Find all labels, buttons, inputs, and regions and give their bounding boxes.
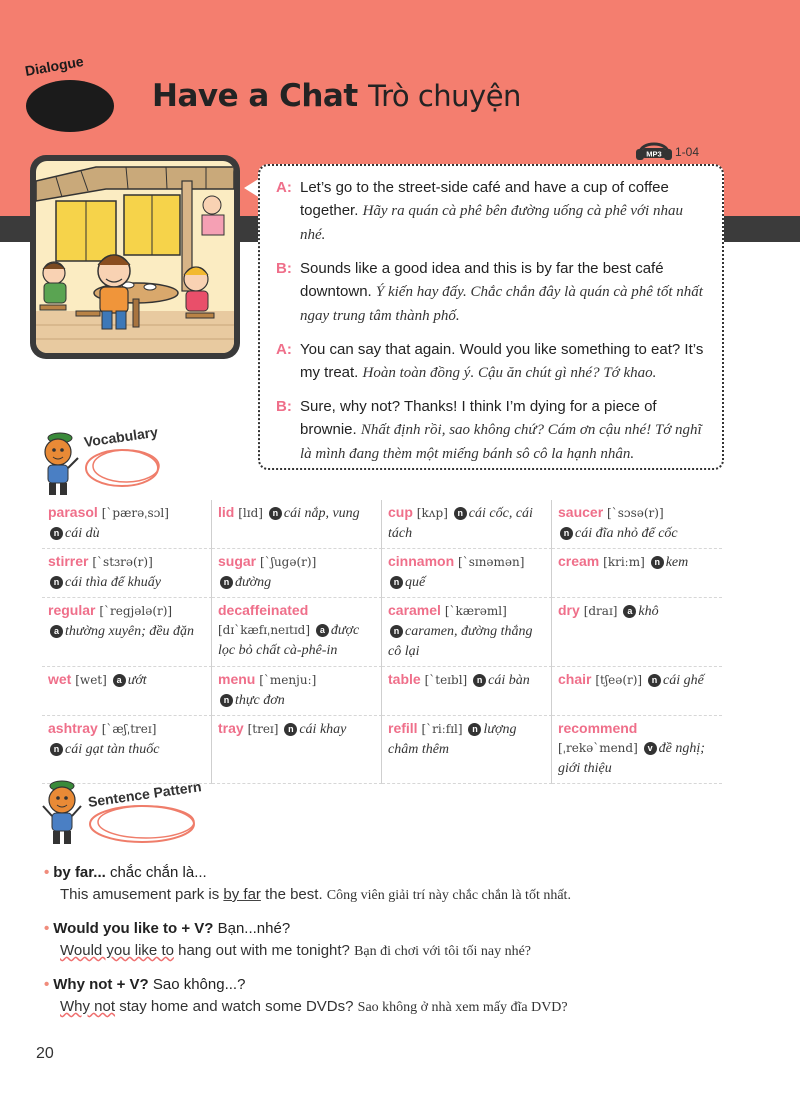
vocab-item [42,549,212,598]
dialogue-english: Sounds like a good idea and this is by far the best café downtown. [300,260,664,300]
vocab-ipa: [dɪˋkæfɪˌneɪtɪd] [218,623,311,637]
vocab-item [382,716,552,784]
vocab-ipa: [ˋregjələ(r)] [99,604,173,618]
page-title [152,78,521,114]
vocab-meaning: đường [235,575,272,590]
pattern-text: Would you like to + V? [53,920,214,937]
vocab-word: sugar [218,553,257,569]
vocab-item [212,500,382,549]
vocab-ipa: [ˋpærəˌsɔl] [101,506,169,520]
vocab-ipa: [ˋriːfɪl] [421,722,463,736]
part-of-speech-icon: a [316,624,329,637]
dialogue-vietnamese: Hãy ra quán cà phê bên đường uống cà phê với nhau nhé. [300,203,683,243]
part-of-speech-icon: n [50,527,63,540]
vocab-ipa: [treɪ] [247,722,279,736]
dialogue-english: Let’s go to the street-side café and have a cup of coffee together. [300,179,669,219]
part-of-speech-icon: n [284,723,297,736]
vocab-ipa: [ˋstɜrə(r)] [92,555,153,569]
vocab-meaning: kem [665,555,689,570]
pattern-item [44,862,764,907]
example-text-end: hang out with me tonight? [173,942,350,959]
dialogue-english: You can say that again. Would you like something to eat? It’s my treat. [300,341,704,381]
example-highlight: Would you like to [60,942,174,959]
vocab-ipa: [ˋkærəml] [444,604,507,618]
vocab-meaning: cái cốc, cái tách [388,506,533,541]
vocab-word: wet [48,671,72,687]
vocab-meaning: cái đĩa nhỏ để cốc [575,526,678,541]
vocab-ipa: [ˋsɔsə(r)] [607,506,664,520]
speaker-label: A: [276,341,292,358]
example-text-end: the best. [260,886,323,903]
part-of-speech-icon: n [648,674,661,687]
part-of-speech-icon: n [468,723,481,736]
vocab-ipa: [tʃeə(r)] [595,673,643,687]
track-number: 1-04 [675,145,700,159]
part-of-speech-icon: n [50,743,63,756]
pattern-meaning: Bạn...nhé? [217,920,291,937]
vocab-word: dry [558,602,580,618]
vocabulary-mascot-icon [38,428,82,498]
vocab-meaning: thực đơn [235,693,285,708]
title-vietnamese: Trò chuyện [368,79,521,113]
vocab-word: cup [388,504,413,520]
vocab-word: saucer [558,504,604,520]
vocab-word: recommend [558,720,638,736]
vocab-item [382,667,552,716]
vocabulary-label: Vocabulary [82,423,159,450]
vocab-meaning: ướt [127,673,147,688]
part-of-speech-icon: n [454,507,467,520]
vocab-meaning: cái gạt tàn thuốc [65,742,160,757]
vocab-item [552,716,722,784]
bullet-icon: • [44,864,50,881]
part-of-speech-icon: a [113,674,126,687]
part-of-speech-icon: n [560,527,573,540]
vocab-word: cinnamon [388,553,455,569]
vocab-meaning: cái thìa để khuấy [65,575,162,590]
pattern-meaning: chắc chắn là... [109,864,207,881]
example-highlight: Why not [60,998,116,1015]
speaker-label: B: [276,260,292,277]
example-text-start: This amusement park is [60,886,224,903]
vocab-item [382,598,552,667]
example-highlight: by far [223,886,261,903]
vocabulary-table [42,500,722,784]
bullet-icon: • [44,920,50,937]
vocab-item [552,549,722,598]
vocab-meaning: thường xuyên; đều đặn [65,624,195,639]
vocab-ipa: [ˋʃugə(r)] [260,555,317,569]
page-number: 20 [36,1045,54,1062]
pattern-meaning: Sao không...? [152,976,246,993]
vocab-ipa: [wet] [75,673,107,687]
dialogue-bubble [258,164,724,470]
mp3-label: MP3 [646,149,662,159]
dialogue-blob-icon [26,80,114,132]
dialogue-english: Sure, why not? Thanks! I think I’m dying for a piece of brownie. [300,398,657,438]
part-of-speech-icon: n [390,576,403,589]
vocab-item [42,716,212,784]
bullet-icon: • [44,976,50,993]
dialogue-line [276,257,706,328]
vocab-ipa: [lɪd] [238,506,263,520]
vocab-meaning: cái nắp, vung [283,506,360,521]
sentence-pattern-mascot-icon [40,776,84,848]
vocab-meaning: cái bàn [488,673,530,688]
part-of-speech-icon: a [50,625,63,638]
sentence-pattern-label: Sentence Pattern [86,778,203,810]
speaker-label: B: [276,398,292,415]
vocab-word: parasol [48,504,98,520]
vocab-ipa: [ˌrekəˋmend] [558,741,638,755]
pattern-text: Why not + V? [53,976,149,993]
vocab-meaning: caramen, đường thắng cô lại [388,624,533,659]
vocab-word: decaffeinated [218,602,309,618]
vocab-item [382,500,552,549]
vocab-word: table [388,671,421,687]
dialogue-vietnamese: Ý kiến hay đấy. Chắc chắn đây là quán cà phê tốt nhất ngay trung tâm thành phố. [300,284,703,324]
vocab-word: ashtray [48,720,98,736]
vocab-meaning: quế [405,575,426,590]
dialogue-line [276,395,706,466]
example-vietnamese: Công viên giải trí này chắc chắn là tốt nhất. [326,888,571,903]
part-of-speech-icon: n [220,694,233,707]
vocab-meaning: cái khay [299,722,347,737]
vocab-word: caramel [388,602,441,618]
dialogue-line [276,176,706,247]
vocab-item [552,500,722,549]
dialogue-tag-label: Dialogue [23,58,85,79]
vocab-ipa: [ˋteɪbl] [424,673,468,687]
part-of-speech-icon: n [50,576,63,589]
dialogue-vietnamese: Hoàn toàn đồng ý. Cậu ăn chút gì nhé? Tớ khao. [362,365,657,381]
title-english: Have a Chat [152,78,358,114]
vocab-ipa: [kriːm] [603,555,645,569]
pattern-item [44,974,764,1019]
vocab-item [552,667,722,716]
vocab-item [382,549,552,598]
vocab-meaning: đề nghị; giới thiệu [558,741,705,776]
vocab-item [42,500,212,549]
vocab-meaning: được lọc bỏ chất cà-phê-in [218,623,360,658]
vocab-word: chair [558,671,592,687]
part-of-speech-icon: a [623,605,636,618]
vocab-word: lid [218,504,235,520]
cafe-illustration [30,155,240,359]
vocab-item [42,667,212,716]
vocab-word: tray [218,720,244,736]
vocab-word: regular [48,602,96,618]
vocab-meaning: cái dù [65,526,100,541]
vocab-item [212,667,382,716]
vocab-meaning: lượng châm thêm [388,722,517,757]
headphones-icon [634,135,674,161]
vocab-ipa: [draɪ] [583,604,618,618]
part-of-speech-icon: v [644,742,657,755]
vocab-item [212,549,382,598]
pattern-item [44,918,764,963]
example-vietnamese: Sao không ở nhà xem mấy đĩa DVD? [357,1000,568,1015]
vocab-item [42,598,212,667]
vocab-word: stirrer [48,553,89,569]
vocab-word: cream [558,553,600,569]
vocab-ipa: [ˋæʃˌtreɪ] [101,722,157,736]
part-of-speech-icon: n [651,556,664,569]
vocab-meaning: cái ghế [663,673,704,688]
speaker-label: A: [276,179,292,196]
vocab-ipa: [ˋsɪnəmən] [458,555,525,569]
part-of-speech-icon: n [390,625,403,638]
part-of-speech-icon: n [220,576,233,589]
vocab-ipa: [kʌp] [416,506,448,520]
vocab-word: refill [388,720,418,736]
vocab-item [552,598,722,667]
vocab-meaning: khô [638,604,659,619]
dialogue-line [276,338,706,385]
example-vietnamese: Bạn đi chơi với tôi tối nay nhé? [354,944,532,959]
part-of-speech-icon: n [473,674,486,687]
pattern-text: by far... [53,864,106,881]
example-text-end: stay home and watch some DVDs? [115,998,354,1015]
vocab-ipa: [ˋmenjuː] [259,673,317,687]
vocab-item [212,598,382,667]
vocab-item [212,716,382,784]
vocab-word: menu [218,671,256,687]
part-of-speech-icon: n [269,507,282,520]
dialogue-tag [18,58,118,138]
dialogue-vietnamese: Nhất định rồi, sao không chứ? Cám ơn cậu nhé! Tớ nghĩ là mình đang thèm một miếng bánh sô cô la hạnh nhân. [300,422,702,462]
